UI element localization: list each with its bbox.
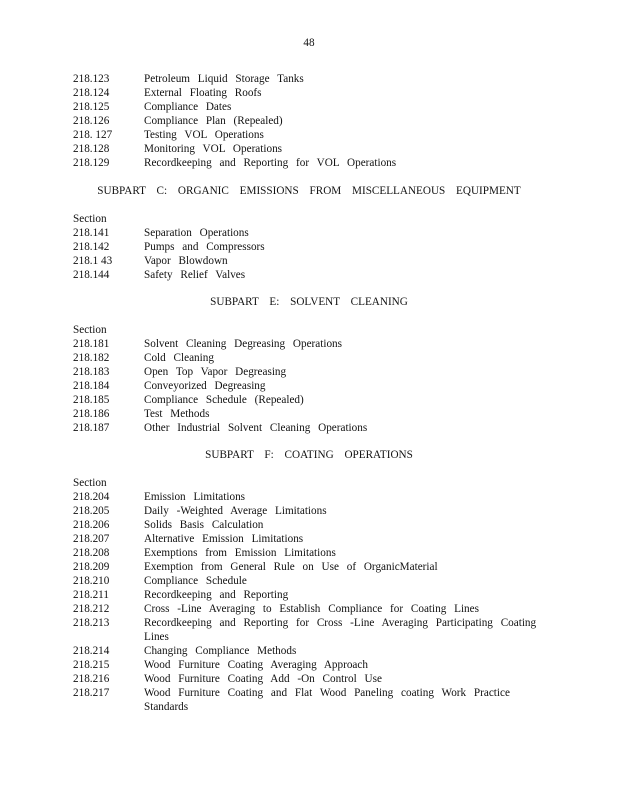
section-title: Testing VOL Operations: [144, 129, 264, 141]
section-number: 218.182: [73, 352, 110, 364]
section-list-subpart-e: [73, 323, 543, 435]
section-number: 218.212: [73, 603, 110, 615]
section-title: Recordkeeping and Reporting for VOL Operations: [144, 157, 397, 169]
list-item: [73, 268, 543, 282]
section-number: 218.181: [73, 338, 110, 350]
section-title: Test Methods: [144, 408, 210, 420]
section-label: Section: [73, 324, 107, 336]
subpart-e-heading: SUBPART E: SOLVENT CLEANING: [210, 296, 408, 308]
list-item: [73, 337, 543, 351]
section-title: Alternative Emission Limitations: [144, 533, 304, 545]
list-item: [73, 72, 543, 86]
section-number: 218.144: [73, 269, 110, 281]
section-title: Cold Cleaning: [144, 352, 214, 364]
section-title: External Floating Roofs: [144, 87, 262, 99]
section-number: 218.213: [73, 617, 110, 629]
section-number: 218.142: [73, 241, 110, 253]
section-number: 218.183: [73, 366, 110, 378]
section-label: Section: [73, 213, 107, 225]
section-list-subpart-c: [73, 212, 543, 282]
section-title: Vapor Blowdown: [144, 255, 228, 267]
section-number: 218.204: [73, 491, 110, 503]
list-item: [73, 490, 543, 504]
section-title: Separation Operations: [144, 227, 249, 239]
list-item: [73, 407, 543, 421]
section-number: 218.125: [73, 101, 110, 113]
list-item: [73, 254, 543, 268]
list-item: [73, 240, 543, 254]
section-number: 218.217: [73, 687, 110, 699]
section-number: 218.186: [73, 408, 110, 420]
section-title: Petroleum Liquid Storage Tanks: [144, 73, 304, 85]
section-title: Wood Furniture Coating Averaging Approach: [144, 659, 368, 671]
section-title: Safety Relief Valves: [144, 269, 246, 281]
section-title: Compliance Schedule (Repealed): [144, 394, 304, 406]
section-number: 218.141: [73, 227, 110, 239]
section-title: Conveyorized Degreasing: [144, 380, 266, 392]
list-item: [73, 86, 543, 100]
page-number: 48: [303, 37, 315, 49]
section-title: Solids Basis Calculation: [144, 519, 264, 531]
section-number: 218.126: [73, 115, 110, 127]
section-number: 218.205: [73, 505, 110, 517]
list-item: [73, 114, 543, 128]
list-item: [73, 616, 543, 644]
list-item: [73, 672, 543, 686]
section-number: 218.207: [73, 533, 110, 545]
section-number: 218.184: [73, 380, 110, 392]
list-item: [73, 379, 543, 393]
section-title: Exemption from General Rule on Use of OrganicMaterial: [144, 561, 438, 573]
list-item: [73, 532, 543, 546]
section-number: 218.210: [73, 575, 110, 587]
list-item: [73, 393, 543, 407]
section-number: 218.123: [73, 73, 110, 85]
list-item: [73, 560, 543, 574]
list-item: [73, 100, 543, 114]
section-number: 218.208: [73, 547, 110, 559]
list-item: [73, 128, 543, 142]
section-number: 218.211: [73, 589, 109, 601]
section-list-subpart-f: [73, 476, 543, 714]
section-list-group1: [73, 72, 543, 170]
section-title: Recordkeeping and Reporting: [144, 589, 289, 601]
section-title: Open Top Vapor Degreasing: [144, 366, 287, 378]
section-number: 218.209: [73, 561, 110, 573]
section-title: Recordkeeping and Reporting for Cross -Line Averaging Participating Coating Lines: [144, 617, 537, 643]
list-item: [73, 546, 543, 560]
section-title: Changing Compliance Methods: [144, 645, 297, 657]
list-item: [73, 365, 543, 379]
subpart-f-heading: SUBPART F: COATING OPERATIONS: [205, 449, 413, 461]
list-item: [73, 588, 543, 602]
list-item: [73, 504, 543, 518]
section-title: Wood Furniture Coating Add -On Control Use: [144, 673, 382, 685]
list-item: [73, 142, 543, 156]
section-title: Emission Limitations: [144, 491, 246, 503]
section-title: Solvent Cleaning Degreasing Operations: [144, 338, 342, 350]
section-number: 218.1 43: [73, 255, 113, 267]
list-item: [73, 226, 543, 240]
list-item: [73, 602, 543, 616]
section-number: 218.187: [73, 422, 110, 434]
section-title: Daily -Weighted Average Limitations: [144, 505, 327, 517]
section-title: Wood Furniture Coating and Flat Wood Paneling coating Work Practice Standards: [144, 687, 510, 713]
list-item: [73, 156, 543, 170]
section-number: 218.124: [73, 87, 110, 99]
section-title: Other Industrial Solvent Cleaning Operations: [144, 422, 368, 434]
list-item: [73, 518, 543, 532]
section-title: Exemptions from Emission Limitations: [144, 547, 336, 559]
section-title: Pumps and Compressors: [144, 241, 265, 253]
section-number: 218.214: [73, 645, 110, 657]
section-number: 218.215: [73, 659, 110, 671]
section-number: 218.128: [73, 143, 110, 155]
section-title: Cross -Line Averaging to Establish Compliance for Coating Lines: [144, 603, 479, 615]
section-number: 218.216: [73, 673, 110, 685]
list-item: [73, 658, 543, 672]
section-number: 218.206: [73, 519, 110, 531]
section-number: 218.185: [73, 394, 110, 406]
list-item: [73, 686, 543, 714]
list-item: [73, 644, 543, 658]
section-number: 218.129: [73, 157, 110, 169]
section-title: Compliance Dates: [144, 101, 232, 113]
list-item: [73, 351, 543, 365]
section-number: 218. 127: [73, 129, 113, 141]
list-item: [73, 421, 543, 435]
section-label: Section: [73, 477, 107, 489]
list-item: [73, 574, 543, 588]
section-title: Monitoring VOL Operations: [144, 143, 283, 155]
section-title: Compliance Schedule: [144, 575, 247, 587]
subpart-c-heading: SUBPART C: ORGANIC EMISSIONS FROM MISCELLANEOUS EQUIPMENT: [97, 185, 521, 197]
section-title: Compliance Plan (Repealed): [144, 115, 283, 127]
